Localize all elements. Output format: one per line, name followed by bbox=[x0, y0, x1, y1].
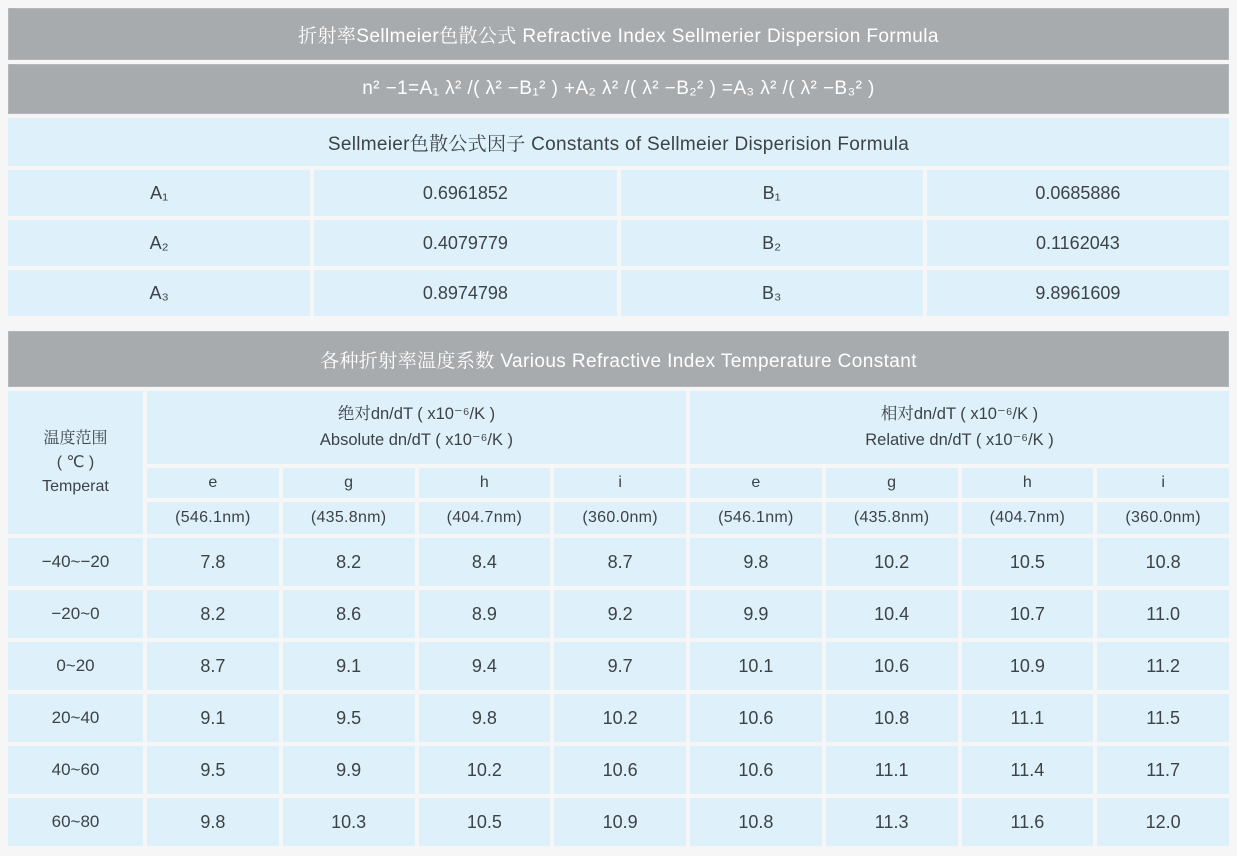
dndt-value: 11.4 bbox=[962, 746, 1094, 794]
dndt-value: 10.2 bbox=[826, 538, 958, 586]
absolute-dndt-label-zh: 绝对dn/dT ( x10⁻⁶/K ) bbox=[337, 404, 496, 423]
wavelength-header: (404.7nm) bbox=[962, 502, 1094, 534]
dndt-value: 9.9 bbox=[690, 590, 822, 638]
page-title: 折射率Sellmeier色散公式 Refractive Index Sellmerier Dispersion Formula bbox=[298, 25, 939, 47]
dndt-value: 8.7 bbox=[554, 538, 686, 586]
constant-label-b3: B₃ bbox=[621, 270, 923, 316]
constant-value-b1: 0.0685886 bbox=[927, 170, 1229, 216]
dndt-value: 10.6 bbox=[690, 746, 822, 794]
dndt-value: 11.0 bbox=[1097, 590, 1229, 638]
temperature-table bbox=[8, 391, 1229, 846]
title-bar bbox=[8, 8, 1229, 60]
dndt-value: 11.6 bbox=[962, 798, 1094, 846]
constant-value-a3: 0.8974798 bbox=[314, 270, 616, 316]
constant-label-a2: A₂ bbox=[8, 220, 310, 266]
dndt-value: 10.3 bbox=[283, 798, 415, 846]
spectral-line-header: g bbox=[826, 468, 958, 498]
dndt-value: 9.9 bbox=[283, 746, 415, 794]
relative-dndt-label-zh: 相对dn/dT ( x10⁻⁶/K ) bbox=[880, 404, 1039, 423]
wavelength-header: (546.1nm) bbox=[147, 502, 279, 534]
dndt-value: 10.6 bbox=[826, 642, 958, 690]
dndt-value: 8.4 bbox=[419, 538, 551, 586]
dndt-value: 12.0 bbox=[1097, 798, 1229, 846]
spectral-line-header: h bbox=[962, 468, 1094, 498]
dndt-value: 10.5 bbox=[962, 538, 1094, 586]
constant-value-a2: 0.4079779 bbox=[314, 220, 616, 266]
dndt-value: 8.9 bbox=[419, 590, 551, 638]
constants-table bbox=[8, 170, 1229, 316]
optical-glass-datasheet bbox=[8, 8, 1229, 846]
sellmeier-formula: n² −1=A₁ λ² /( λ² −B₁² ) +A₂ λ² /( λ² −B₂² ) =A₃ λ² /( λ² −B₃² ) bbox=[362, 78, 875, 99]
dndt-value: 10.1 bbox=[690, 642, 822, 690]
spectral-line-header: g bbox=[283, 468, 415, 498]
dndt-value: 8.6 bbox=[283, 590, 415, 638]
dndt-value: 11.1 bbox=[826, 746, 958, 794]
dndt-value: 10.2 bbox=[554, 694, 686, 742]
dndt-value: 11.3 bbox=[826, 798, 958, 846]
dndt-value: 11.7 bbox=[1097, 746, 1229, 794]
dndt-value: 10.9 bbox=[962, 642, 1094, 690]
temp-range: 40~60 bbox=[8, 746, 143, 794]
temp-range: 0~20 bbox=[8, 642, 143, 690]
wavelength-header: (360.0nm) bbox=[1097, 502, 1229, 534]
dndt-value: 10.5 bbox=[419, 798, 551, 846]
temperature-range-header-unit: ( ℃ ) bbox=[56, 453, 95, 471]
temp-range: 20~40 bbox=[8, 694, 143, 742]
dndt-value: 9.5 bbox=[147, 746, 279, 794]
temp-range: −40~−20 bbox=[8, 538, 143, 586]
dndt-value: 10.8 bbox=[826, 694, 958, 742]
dndt-value: 9.8 bbox=[690, 538, 822, 586]
dndt-value: 11.1 bbox=[962, 694, 1094, 742]
dndt-value: 8.2 bbox=[147, 590, 279, 638]
dndt-value: 7.8 bbox=[147, 538, 279, 586]
relative-dndt-group-header bbox=[690, 391, 1229, 464]
constant-value-a1: 0.6961852 bbox=[314, 170, 616, 216]
dndt-value: 10.7 bbox=[962, 590, 1094, 638]
dndt-value: 9.2 bbox=[554, 590, 686, 638]
wavelength-header: (404.7nm) bbox=[419, 502, 551, 534]
constants-section-title: Sellmeier色散公式因子 Constants of Sellmeier Disperision Formula bbox=[327, 133, 910, 155]
wavelength-header: (360.0nm) bbox=[554, 502, 686, 534]
constants-section-header bbox=[8, 118, 1229, 166]
dndt-value: 9.7 bbox=[554, 642, 686, 690]
dndt-value: 10.8 bbox=[1097, 538, 1229, 586]
dndt-value: 9.5 bbox=[283, 694, 415, 742]
wavelength-header: (546.1nm) bbox=[690, 502, 822, 534]
temperature-section-title: 各种折射率温度系数 Various Refractive Index Temperature Constant bbox=[320, 350, 917, 372]
spectral-line-header: e bbox=[690, 468, 822, 498]
dndt-value: 11.5 bbox=[1097, 694, 1229, 742]
temperature-section-header bbox=[8, 331, 1229, 387]
temp-range: 60~80 bbox=[8, 798, 143, 846]
dndt-value: 9.1 bbox=[283, 642, 415, 690]
wavelength-header: (435.8nm) bbox=[826, 502, 958, 534]
spectral-line-header: i bbox=[554, 468, 686, 498]
spectral-line-header: i bbox=[1097, 468, 1229, 498]
spectral-line-header: e bbox=[147, 468, 279, 498]
spectral-line-header: h bbox=[419, 468, 551, 498]
dndt-value: 10.4 bbox=[826, 590, 958, 638]
formula-bar bbox=[8, 64, 1229, 114]
dndt-value: 8.7 bbox=[147, 642, 279, 690]
temp-range: −20~0 bbox=[8, 590, 143, 638]
wavelength-header: (435.8nm) bbox=[283, 502, 415, 534]
dndt-value: 9.1 bbox=[147, 694, 279, 742]
dndt-value: 10.6 bbox=[690, 694, 822, 742]
dndt-value: 8.2 bbox=[283, 538, 415, 586]
constant-value-b3: 9.8961609 bbox=[927, 270, 1229, 316]
dndt-value: 10.2 bbox=[419, 746, 551, 794]
dndt-value: 10.9 bbox=[554, 798, 686, 846]
temperature-range-header-zh: 温度范围 bbox=[43, 429, 108, 447]
temperature-range-header bbox=[8, 391, 143, 534]
absolute-dndt-group-header bbox=[147, 391, 686, 464]
constant-value-b2: 0.1162043 bbox=[927, 220, 1229, 266]
constant-label-a1: A₁ bbox=[8, 170, 310, 216]
relative-dndt-label-en: Relative dn/dT ( x10⁻⁶/K ) bbox=[865, 430, 1054, 449]
dndt-value: 10.6 bbox=[554, 746, 686, 794]
dndt-value: 9.8 bbox=[147, 798, 279, 846]
dndt-value: 9.4 bbox=[419, 642, 551, 690]
dndt-value: 9.8 bbox=[419, 694, 551, 742]
constant-label-b1: B₁ bbox=[621, 170, 923, 216]
absolute-dndt-label-en: Absolute dn/dT ( x10⁻⁶/K ) bbox=[319, 430, 514, 449]
temperature-range-header-en: Temperat bbox=[42, 477, 109, 495]
constant-label-b2: B₂ bbox=[621, 220, 923, 266]
dndt-value: 10.8 bbox=[690, 798, 822, 846]
dndt-value: 11.2 bbox=[1097, 642, 1229, 690]
constant-label-a3: A₃ bbox=[8, 270, 310, 316]
